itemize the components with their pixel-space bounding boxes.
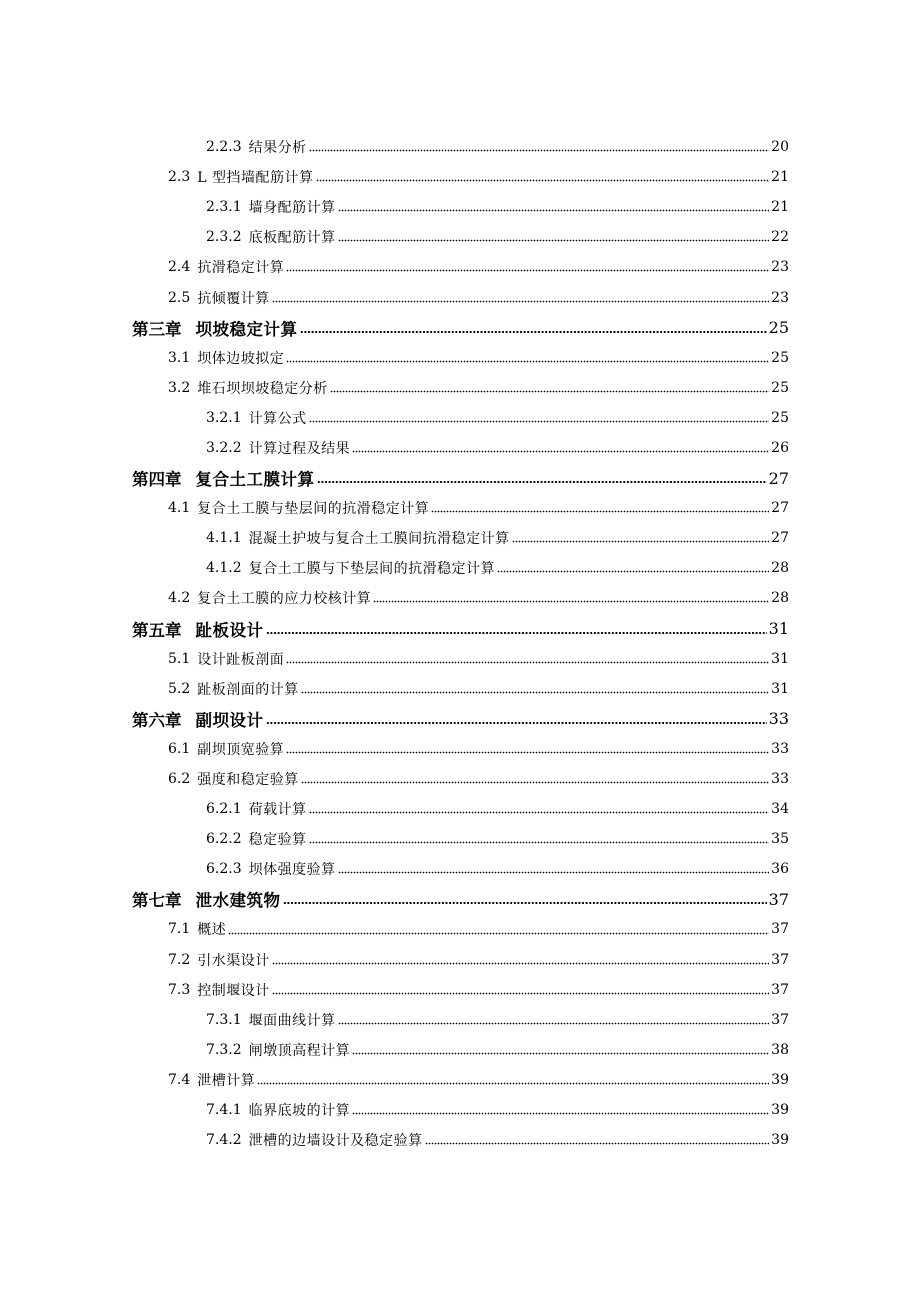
toc-entry-title: 混凝土护坡与复合土工膜间抗滑稳定计算 (248, 531, 510, 548)
toc-entry-number: 6.1 (168, 740, 191, 757)
toc-entry-page-number: 37 (771, 921, 789, 938)
toc-entry-number: 2.3 (168, 169, 191, 186)
toc-entry[interactable] (0, 824, 920, 854)
toc-entry[interactable] (0, 1035, 920, 1065)
toc-entry-title: 副坝顶宽验算 (197, 741, 285, 758)
toc-entry[interactable] (0, 343, 920, 373)
toc-entry-title: 引水渠设计 (197, 952, 270, 969)
toc-entry-number: 2.3.2 (206, 229, 242, 246)
toc-entry-page-number: 21 (771, 199, 789, 216)
toc-entry[interactable] (0, 463, 920, 493)
toc-entry[interactable] (0, 282, 920, 312)
toc-entry[interactable] (0, 764, 920, 794)
toc-entry-title: 抗倾覆计算 (197, 290, 270, 307)
dot-leader (373, 591, 769, 605)
dot-leader (512, 531, 770, 545)
toc-entry-number: 4.1.1 (206, 530, 242, 547)
toc-entry[interactable] (0, 162, 920, 192)
dot-leader (286, 652, 769, 666)
toc-entry[interactable] (0, 884, 920, 914)
toc-entry-title: 坝体强度验算 (248, 862, 336, 879)
toc-entry[interactable] (0, 132, 920, 162)
toc-entry[interactable] (0, 975, 920, 1005)
toc-entry-number: 2.5 (168, 289, 191, 306)
toc-entry[interactable] (0, 583, 920, 613)
dot-leader (286, 351, 769, 365)
toc-entry-page-number: 39 (771, 1102, 789, 1119)
dot-leader (309, 802, 770, 816)
toc-entry-number: 7.4.1 (206, 1102, 242, 1119)
dot-leader (228, 922, 769, 936)
toc-entry-number: 7.3.2 (206, 1041, 242, 1058)
toc-entry-title: 闸墩顶高程计算 (248, 1042, 351, 1059)
toc-entry[interactable] (0, 1065, 920, 1095)
dot-leader (338, 230, 770, 244)
dot-leader (286, 742, 769, 756)
toc-entry-number: 3.2 (168, 379, 191, 396)
toc-entry-title: 复合土工膜计算 (195, 470, 315, 490)
toc-entry-number: 6.2.2 (206, 831, 242, 848)
toc-entry-page-number: 27 (768, 468, 789, 488)
toc-entry-page-number: 33 (771, 771, 789, 788)
toc-entry-number: 6.2.1 (206, 801, 242, 818)
toc-entry-title: L 型挡墙配筋计算 (197, 170, 314, 187)
dot-leader (425, 1133, 770, 1147)
toc-entry-title: 复合土工膜与垫层间的抗滑稳定计算 (197, 501, 430, 518)
toc-entry-title: 副坝设计 (195, 710, 264, 730)
toc-entry-number: 第七章 (132, 891, 182, 911)
toc-entry-page-number: 25 (768, 318, 789, 338)
table-of-contents (0, 132, 920, 1155)
toc-entry[interactable] (0, 373, 920, 403)
toc-entry-page-number: 31 (771, 680, 789, 697)
toc-entry-page-number: 25 (771, 349, 789, 366)
toc-entry[interactable] (0, 945, 920, 975)
dot-leader (309, 140, 770, 154)
dot-leader (272, 983, 769, 997)
toc-entry-page-number: 35 (771, 831, 789, 848)
toc-entry[interactable] (0, 222, 920, 252)
dot-leader (272, 291, 769, 305)
toc-entry-page-number: 38 (771, 1041, 789, 1058)
dot-leader (330, 381, 769, 395)
toc-entry[interactable] (0, 553, 920, 583)
dot-leader (317, 470, 767, 487)
dot-leader (338, 1013, 770, 1027)
toc-entry-page-number: 20 (771, 139, 789, 156)
dot-leader (309, 832, 770, 846)
toc-entry-title: 泄槽计算 (197, 1072, 256, 1089)
toc-entry-number: 5.1 (168, 650, 191, 667)
toc-entry-number: 第五章 (132, 620, 182, 640)
toc-entry-title: 强度和稳定验算 (197, 772, 299, 789)
toc-entry-number: 6.2.3 (206, 861, 242, 878)
toc-entry-page-number: 21 (771, 169, 789, 186)
toc-entry-number: 2.4 (168, 259, 191, 276)
toc-entry-page-number: 23 (771, 289, 789, 306)
dot-leader (301, 772, 769, 786)
toc-entry-title: 趾板剖面的计算 (197, 681, 299, 698)
toc-entry-title: 堰面曲线计算 (248, 1012, 336, 1029)
toc-entry[interactable] (0, 614, 920, 644)
toc-entry-number: 3.2.1 (206, 409, 242, 426)
toc-entry-page-number: 31 (768, 619, 789, 639)
toc-entry[interactable] (0, 914, 920, 944)
dot-leader (272, 953, 769, 967)
toc-entry-page-number: 28 (771, 590, 789, 607)
toc-entry-number: 第三章 (132, 319, 182, 339)
dot-leader (431, 501, 769, 515)
toc-entry-page-number: 25 (771, 379, 789, 396)
dot-leader (286, 260, 769, 274)
dot-leader (309, 411, 770, 425)
toc-entry[interactable] (0, 403, 920, 433)
toc-entry-number: 4.2 (168, 590, 191, 607)
dot-leader (352, 1043, 769, 1057)
toc-entry-title: 底板配筋计算 (248, 230, 336, 247)
dot-leader (352, 1103, 769, 1117)
toc-entry-page-number: 33 (771, 740, 789, 757)
toc-entry-title: 泄水建筑物 (195, 891, 281, 911)
toc-entry-page-number: 39 (771, 1071, 789, 1088)
dot-leader (338, 862, 770, 876)
toc-entry-title: 计算公式 (248, 410, 307, 427)
dot-leader (300, 319, 767, 336)
toc-entry[interactable] (0, 794, 920, 824)
toc-entry-page-number: 22 (771, 229, 789, 246)
toc-entry-title: 趾板设计 (195, 620, 264, 640)
toc-entry[interactable] (0, 674, 920, 704)
toc-entry-page-number: 34 (771, 801, 789, 818)
dot-leader (301, 682, 769, 696)
toc-entry-page-number: 37 (771, 951, 789, 968)
toc-entry-title: 概述 (197, 922, 227, 939)
toc-entry-title: 稳定验算 (248, 832, 307, 849)
toc-entry-number: 7.4.2 (206, 1132, 242, 1149)
toc-entry-number: 4.1 (168, 500, 191, 517)
dot-leader (316, 170, 770, 184)
toc-entry-title: 结果分析 (248, 140, 307, 157)
toc-entry-number: 6.2 (168, 771, 191, 788)
toc-entry-page-number: 27 (771, 530, 789, 547)
toc-entry-number: 3.1 (168, 349, 191, 366)
toc-entry-title: 复合土工膜与下垫层间的抗滑稳定计算 (248, 561, 496, 578)
dot-leader (266, 620, 767, 637)
toc-entry-page-number: 33 (768, 709, 789, 729)
dot-leader (352, 441, 769, 455)
toc-entry-page-number: 37 (771, 1011, 789, 1028)
toc-entry[interactable] (0, 1005, 920, 1035)
toc-entry-number: 4.1.2 (206, 560, 242, 577)
toc-entry-page-number: 39 (771, 1132, 789, 1149)
toc-entry-number: 3.2.2 (206, 439, 242, 456)
toc-entry-number: 5.2 (168, 680, 191, 697)
toc-entry[interactable] (0, 1095, 920, 1125)
toc-entry-title: 坝体边坡拟定 (197, 350, 285, 367)
toc-entry[interactable] (0, 644, 920, 674)
toc-entry-number: 7.4 (168, 1071, 191, 1088)
dot-leader (283, 891, 767, 908)
toc-entry[interactable] (0, 854, 920, 884)
toc-entry[interactable] (0, 1125, 920, 1155)
toc-entry-page-number: 37 (771, 981, 789, 998)
toc-entry-page-number: 23 (771, 259, 789, 276)
toc-entry-title: 坝坡稳定计算 (195, 319, 298, 339)
toc-entry[interactable] (0, 313, 920, 343)
toc-entry-number: 7.1 (168, 921, 191, 938)
toc-entry-number: 2.3.1 (206, 199, 242, 216)
toc-entry-title: 泄槽的边墙设计及稳定验算 (248, 1133, 423, 1150)
toc-entry-page-number: 31 (771, 650, 789, 667)
toc-entry-title: 临界底坡的计算 (248, 1103, 351, 1120)
toc-entry-page-number: 37 (768, 889, 789, 909)
dot-leader (497, 561, 769, 575)
toc-entry[interactable] (0, 493, 920, 523)
toc-entry[interactable] (0, 192, 920, 222)
toc-entry-title: 墙身配筋计算 (248, 200, 336, 217)
toc-entry[interactable] (0, 704, 920, 734)
toc-entry-title: 堆石坝坝坡稳定分析 (197, 380, 328, 397)
dot-leader (266, 711, 767, 728)
toc-entry[interactable] (0, 252, 920, 282)
toc-entry-title: 复合土工膜的应力校核计算 (197, 591, 372, 608)
toc-entry-number: 2.2.3 (206, 139, 242, 156)
toc-entry[interactable] (0, 523, 920, 553)
toc-entry[interactable] (0, 734, 920, 764)
toc-entry-number: 7.3 (168, 981, 191, 998)
toc-entry-number: 7.3.1 (206, 1011, 242, 1028)
dot-leader (257, 1073, 769, 1087)
toc-entry-title: 计算过程及结果 (248, 440, 351, 457)
toc-entry-title: 荷载计算 (248, 802, 307, 819)
dot-leader (338, 200, 770, 214)
toc-entry-number: 第六章 (132, 710, 182, 730)
toc-entry-title: 设计趾板剖面 (197, 651, 285, 668)
toc-entry-page-number: 36 (771, 861, 789, 878)
toc-entry-title: 抗滑稳定计算 (197, 260, 285, 277)
toc-entry-page-number: 28 (771, 560, 789, 577)
toc-entry-page-number: 25 (771, 409, 789, 426)
toc-entry-number: 7.2 (168, 951, 191, 968)
toc-entry-page-number: 26 (771, 439, 789, 456)
toc-entry-page-number: 27 (771, 500, 789, 517)
toc-entry-title: 控制堰设计 (197, 982, 270, 999)
toc-entry[interactable] (0, 433, 920, 463)
toc-entry-number: 第四章 (132, 470, 182, 490)
